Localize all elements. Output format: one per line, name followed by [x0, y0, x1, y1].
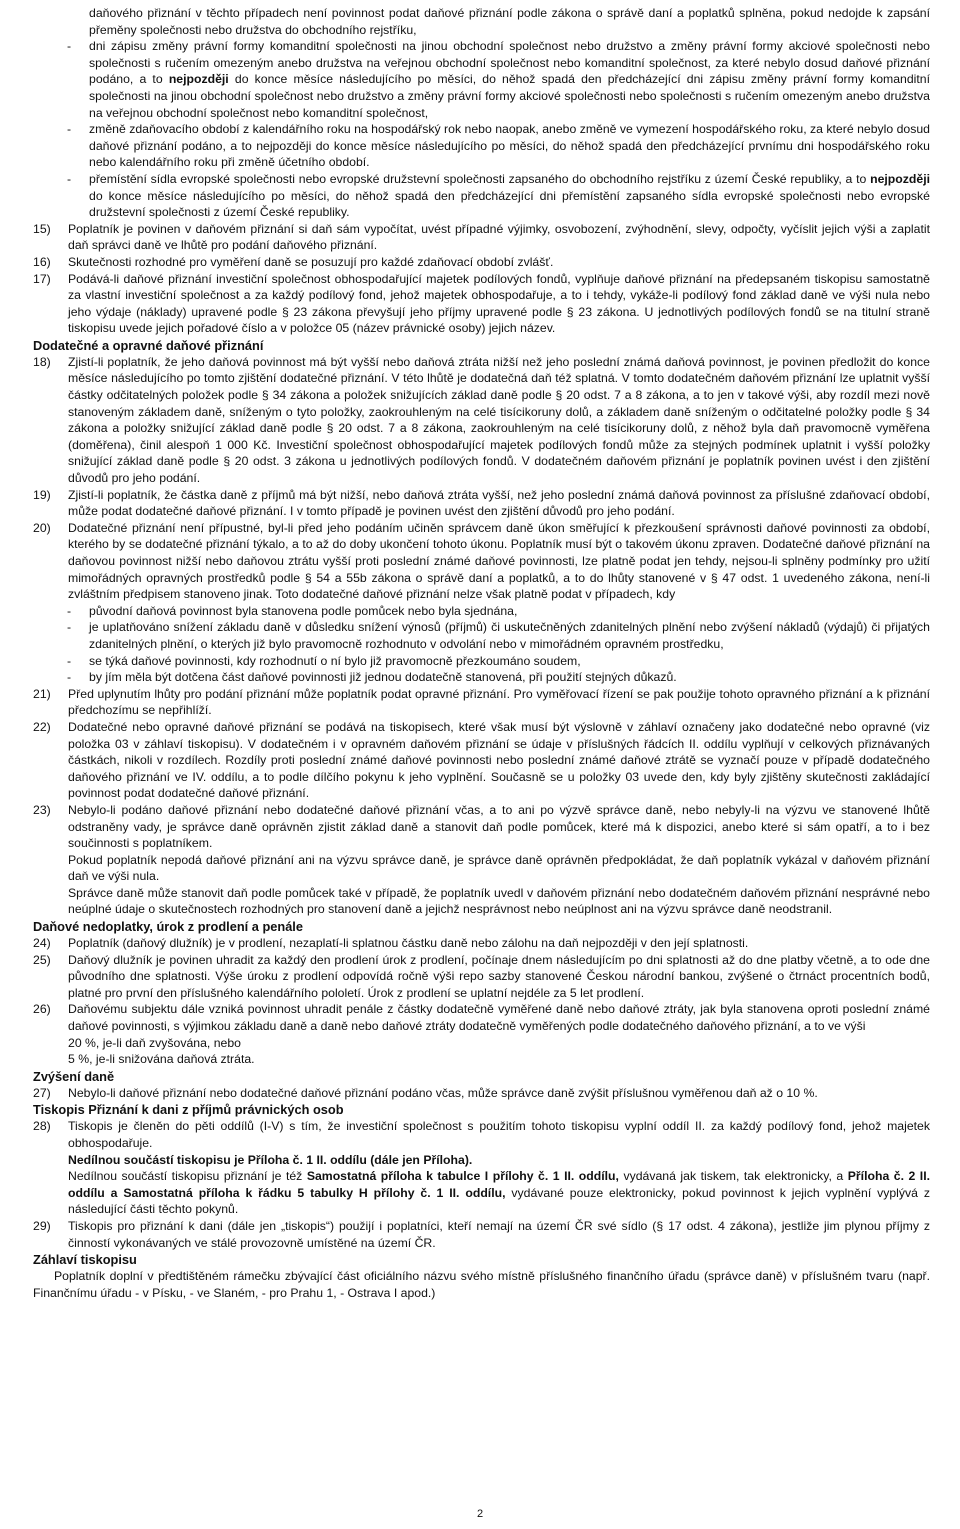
dash-item-seat-relocation: - přemístění sídla evropské společnosti nebo evropské družstevní společnosti zapsaného do obchodního rejstříku z území České republiky, a to nejpozději do konce měsíce následujícího po měsíci, do něhož spadá den předcházející dni přemístění zapsaného sídla evropské společnosti nebo evropské družstevní společnosti z území České republiky. — [33, 171, 930, 221]
item-20-sub: - se týká daňové povinnosti, kdy rozhodnutí o ní bylo již pravomocně přezkoumáno soudem, — [33, 653, 930, 670]
heading-tiskopis: Tiskopis Přiznání k dani z příjmů právnických osob — [33, 1102, 344, 1118]
dash-item-tax-period-change: - změně zdaňovacího období z kalendářního roku na hospodářský rok nebo naopak, anebo změně ve vymezení hospodářského roku, za které nebylo dosud daňové přiznání podáno, a to nejpozději do konce měsíce následujícího po měsíci, do něhož spadá den předcházející prvnímu dni hospodářského roku nebo kalendářního roku při změně účetního období. — [33, 121, 930, 171]
item-17: 17) Podává-li daňové přiznání investiční společnost obhospodařující majetek podílových fondů, vyplňuje daňové přiznání na předepsaném tiskopisu samostatně za vlastní investiční společnost a za každý podílový fond, jehož majetek obhospodařuje, a to i tehdy, vykáže-li podílový fond základ daně ve výši nula nebo jeho výdaje (náklady) upravené podle § 23 zákona převyšují jeho příjmy upravené podle § 23 zákona. U jednotlivých podílových fondů se na titulní straně tiskopisu uvede jejich pořadové číslo a v položce 05 (název právnické osoby) jejich název. — [33, 271, 930, 336]
item-18: 18) Zjistí-li poplatník, že jeho daňová povinnost má být vyšší nebo daňová ztráta nižší než jeho poslední známá daňová povinnost, je povinen předložit do konce měsíce následujícího po tomto zjištění dodatečné přiznání. V této lhůtě je dodatečná daň též splatná. V tomto dodatečném daňovém přiznání lze uplatnit vyšší částky odčitatelných položek podle § 34 zákona a položek snižujících základ daně podle § 20 odst. 7 a 8 zákona, a to jen v takové výši, aby rozdíl mezi nově stanoveným základem daně, sníženým o tyto položky, zaokrouhleným na celé tisícikoruny dolů, a základem daně sníženým o odčitatelné položky podle § 34 zákona a položky snižující základ daně podle § 20 odst. 7 a 8 zákona, zaokrouhleným na celé tisícikoruny dolů, z něhož byla daň pravomocně vyměřena (doměřena), činil alespoň 1 000 Kč. Investiční společnost obhospodařující majetek podílových fondů může za stejných podmínek uplatnit i vyšší položky snižující základ daně podle § 20 odst. 3 zákona u jednotlivých podílových fondů. V dodatečném daňovém přiznání je poplatník povinen uvést i den zjištění důvodů pro jeho podání. — [33, 354, 930, 486]
item-28: 28) Tiskopis je členěn do pěti oddílů (I-V) s tím, že investiční společnost s použitím tohoto tiskopisu vyplní oddíl II. za každý podílový fond, jehož majetek obhospodařuje. — [33, 1119, 930, 1150]
item-26-rate: 5 %, je-li snižována daňová ztráta. — [68, 1052, 255, 1067]
item-25: 25) Daňový dlužník je povinen uhradit za každý den prodlení úrok z prodlení, počínaje dnem následujícím po dni splatnosti až do dne platby včetně, a to ode dne původního dne splatnosti. Výše úroku z prodlení odpovídá ročně výši repo sazby stanovené Českou národní bankou, zvýšené o čtrnáct procentních bodů, platné pro první den příslušného kalendářního pololetí. Úrok z prodlení se uplatní nejdéle za 5 let prodlení. — [33, 952, 930, 1000]
item-20: 20) Dodatečné přiznání není přípustné, byl-li před jeho podáním učiněn správcem daně úkon směřující k přezkoušení správnosti daňové povinnosti za období, kterého by se dodatečné přiznání týkalo, a to až do doby ukončení tohoto úkonu. Poplatník musí být o takovém úkonu zpraven. Dodatečné daňové přiznání na daňovou povinnost nižší nebo daňovou ztrátu vyšší proti poslední známé daňové povinnosti, lze platně podat jen tehdy, nejsou-li splněny podmínky pro užití mimořádných opravných prostředků podle § 54 a 55b zákona o správě daní a poplatků, a to do lhůty stanovené v § 47 odst. 1 uvedeného zákona, není-li zvláštním předpisem stanoveno jinak. Toto dodatečné daňové přiznání nelze však platně podat v případech, kdy — [33, 520, 930, 602]
item-20-sub: - je uplatňováno snížení základu daně v důsledku snížení výnosů (příjmů) či uskutečněných zdanitelných plnění nebo zvýšení nákladů (výdajů) či přijatých zdanitelných plnění, o kterých již bylo pravomocně rozhodnuto v odvolání nebo v mimořádném opravném prostředku, — [33, 619, 930, 652]
item-24: 24) Poplatník (daňový dlužník) je v prodlení, nezaplatí-li splatnou částku daně nebo zálohu na daň nejpozději v den její splatnosti. — [33, 936, 749, 951]
item-23-paragraph: Pokud poplatník nepodá daňové přiznání ani na výzvu správce daně, je správce daně oprávněn předpokládat, že daň poplatník vykázal v daňovém přiznání daň ve výši nula. — [68, 852, 930, 884]
heading-nedoplatky: Daňové nedoplatky, úrok z prodlení a penále — [33, 919, 303, 935]
item-28-bold-line: Nedílnou součástí tiskopisu je Příloha č. 1 II. oddílu (dále jen Příloha). — [68, 1152, 473, 1167]
item-26: 26) Daňovému subjektu dále vzniká povinnost uhradit penále z částky dodatečně vyměřené daně nebo daňové ztráty, jak byla stanovena oproti poslední známé daňové povinnosti, s výjimkou základu daně a daně nebo daňové ztráty dodatečně vyměřených podle dodatečného daňového přiznání, a to ve výši — [33, 1002, 930, 1034]
heading-zvyseni: Zvýšení daně — [33, 1068, 115, 1084]
item-20-sub: - by jím měla být dotčena část daňové povinnosti již jednou dodatečně stanovená, při použití stejných důkazů. — [33, 669, 930, 686]
heading-dodatecne: Dodatečné a opravné daňové přiznání — [33, 337, 264, 353]
item-22: 22) Dodatečné nebo opravné daňové přiznání se podává na tiskopisech, které však musí být výslovně v záhlaví označeny jako dodatečné nebo opravné (viz položka 03 v záhlaví tiskopisu). V dodatečném i v opravném daňovém přiznání se údaje v příslušných řádcích II. oddílu vyplňují v celkových přiznávaných částkách, nikoli v rozdílech. Rozdíly proti poslední známé daňové povinnosti nebo poslední známé daňové ztrátě se vyznačí pouze v případě dodatečného daňového přiznání ve IV. oddílu, a to podle dílčího pokynu k jeho vyplnění. Současně se u položky 03 uvede den, kdy byly zjištěny skutečnosti zakládající povinnost podat dodatečné daňové přiznání. — [33, 719, 930, 801]
page-number: 2 — [476, 1508, 484, 1520]
zahlavi-paragraph: Poplatník doplní v předtištěném rámečku zbývající část oficiálního názvu svého místně příslušného finančního úřadu (správce daně) v příslušném tvaru (např. Finančnímu úřadu - v Písku, - ve Slaném, - pro Prahu 1, - Ostrava I apod.) — [33, 1269, 930, 1300]
item-27: 27) Nebylo-li daňové přiznání nebo dodatečné daňové přiznání podáno včas, může správce daně zvýšit příslušnou vyměřenou daň až o 10 %. — [33, 1085, 818, 1100]
item-16: 16) Skutečnosti rozhodné pro vyměření daně se posuzují pro každé zdaňovací období zvlášť. — [33, 254, 554, 269]
item-20-sub: - původní daňová povinnost byla stanovena podle pomůcek nebo byla sjednána, — [33, 603, 930, 620]
dash-item-legal-form-change: - dni zápisu změny právní formy komanditní společnosti na jinou obchodní společnost nebo družstvo a změny právní formy akciové společnosti nebo společnosti s ručením omezeným anebo družstva na veřejnou obchodní společnost nebo komanditní společnost, za které nebylo dosud daňové přiznání podáno, a to nejpozději do konce měsíce následujícího po měsíci, do něhož spadá den předcházející dni zápisu změny právní formy komanditní společnosti na jinou obchodní společnost nebo družstvo a změny právní formy akciové společnosti nebo společnosti s ručením omezeným anebo družstva na veřejnou obchodní společnost nebo komanditní společnost, — [33, 38, 930, 121]
item-15: 15) Poplatník je povinen v daňovém přiznání si daň sám vypočítat, uvést případné výjimky, osvobození, zvýhodnění, slevy, odpočty, vyčíslit jejich výši a zaplatit daň správci daně ve lhůtě pro podání daňového přiznání. — [33, 221, 930, 253]
heading-zahlavi: Záhlaví tiskopisu — [33, 1252, 137, 1268]
item-19: 19) Zjistí-li poplatník, že částka daně z příjmů má být nižší, nebo daňová ztráta vyšší, než jeho poslední známá daňová povinnost za příslušné zdaňovací období, může podat dodatečné daňové přiznání. I v tomto případě je povinen uvést den zjištění důvodů pro jeho podání. — [33, 487, 930, 519]
intro-continuation: daňového přiznání v těchto případech není povinnost podat daňové přiznání podle zákona o správě daní a poplatků splněna, pokud nedojde k zapsání přeměny společnosti nebo družstva do obchodního rejstříku, — [89, 6, 930, 37]
item-23-paragraph: Správce daně může stanovit daň podle pomůcek také v případě, že poplatník uvedl v daňovém přiznání nebo dodatečném daňovém přiznání nesprávné nebo neúplné údaje o skutečnostech rozhodných pro stanovení daně a jejichž nesprávnost nebo neúplnost ani na výzvu správce daně neodstranil. — [68, 885, 930, 917]
item-29: 29) Tiskopis pro přiznání k dani (dále jen „tiskopis“) použijí i poplatníci, kteří nemají na území ČR své sídlo (§ 17 odst. 4 zákona), jestliže jim plynou příjmy z činností vykonávaných ve stálé provozovně umístěné na území ČR. — [33, 1218, 930, 1250]
item-28-paragraph: Nedílnou součástí tiskopisu přiznání je též Samostatná příloha k tabulce I přílohy č. 1 II. oddílu, vydávaná jak tiskem, tak elektronicky, a Příloha č. 2 II. oddílu a Samostatná příloha k řádku 5 tabulky H přílohy č. 1 II. oddílu, vydávané pouze elektronicky, pokud povinnost k jejich vyplnění vyplývá z následující části těchto pokynů. — [68, 1169, 931, 1217]
document-page — [33, 5, 930, 1301]
item-21: 21) Před uplynutím lhůty pro podání přiznání může poplatník podat opravné přiznání. Pro vyměřovací řízení se pak použije tohoto opravného přiznání a k přiznání předchozímu se nepřihlíží. — [33, 686, 930, 718]
item-26-rate: 20 %, je-li daň zvyšována, nebo — [68, 1035, 241, 1050]
item-23: 23) Nebylo-li podáno daňové přiznání nebo dodatečné daňové přiznání včas, a to ani po výzvě správce daně, nebo nebyly-li na výzvu ve stanovené lhůtě odstraněny vady, je správce daně oprávněn zjistit základ daně a stanovit daň podle pomůcek, které má k dispozici, anebo které si sám opatří, a to i bez součinnosti s poplatníkem. — [33, 802, 930, 851]
